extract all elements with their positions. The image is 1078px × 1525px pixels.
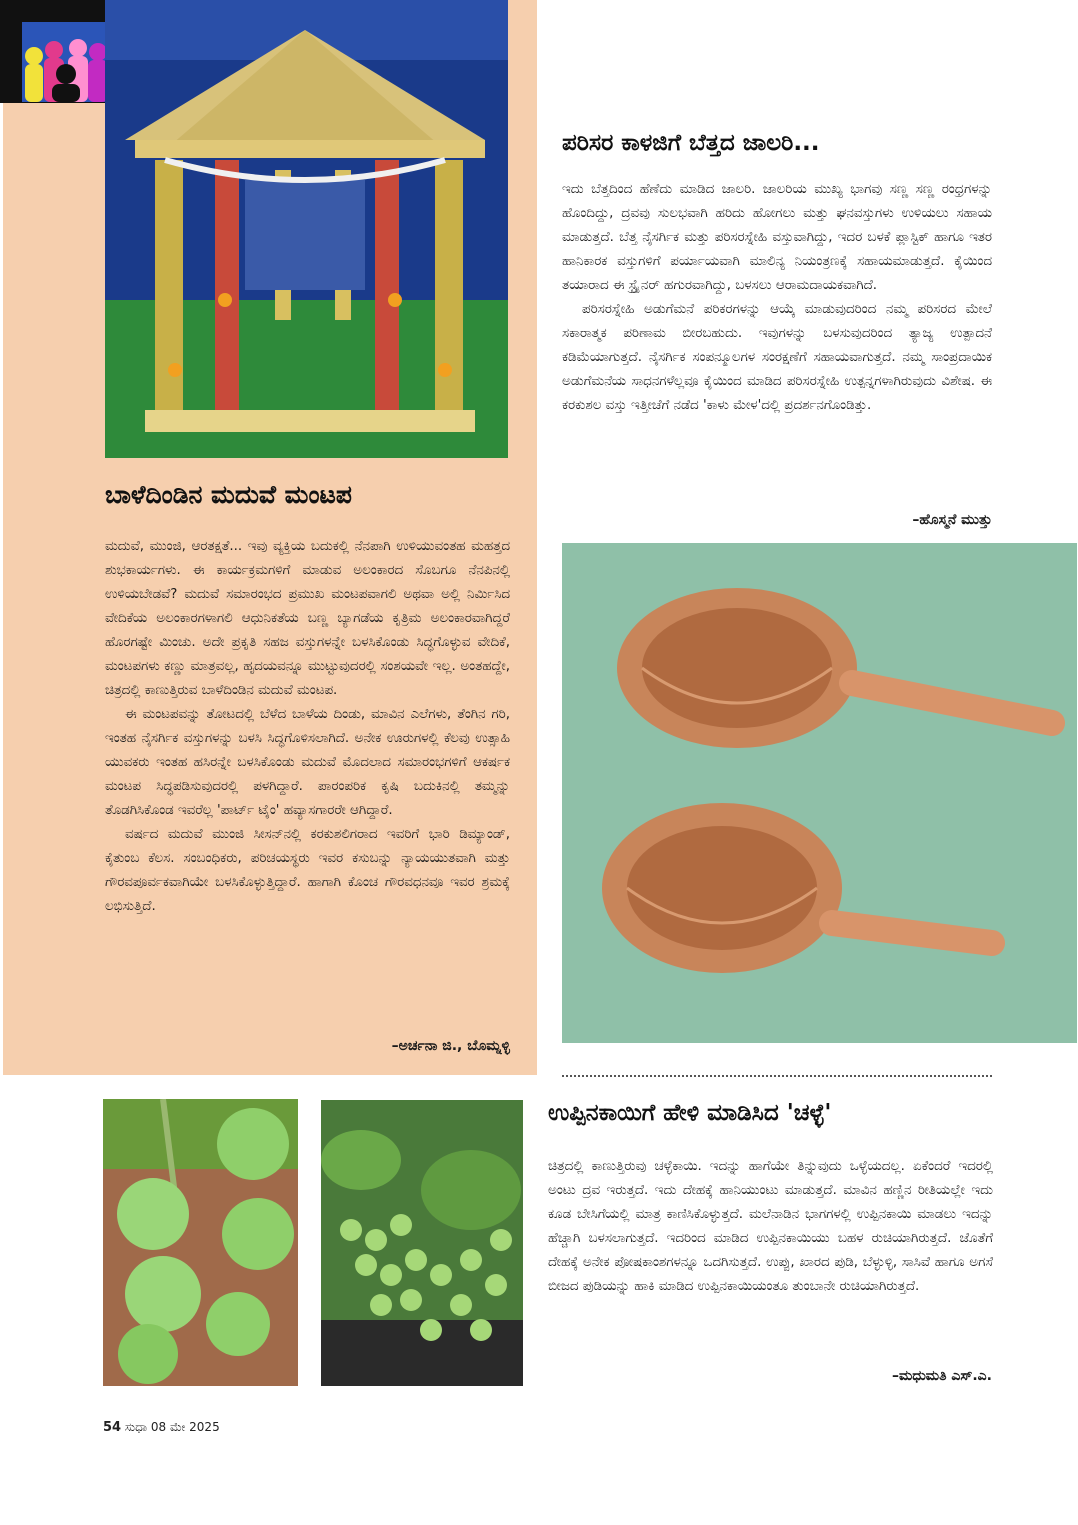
article-1-title: ಬಾಳೆದಿಂಡಿನ ಮದುವೆ ಮಂಟಪ bbox=[105, 480, 352, 509]
article-1-body bbox=[105, 535, 510, 919]
article-3-title: ಉಪ್ಪಿನಕಾಯಿಗೆ ಹೇಳಿ ಮಾಡಿಸಿದ 'ಚಳ್ಳೆ' bbox=[548, 1100, 832, 1126]
article-1-paragraph: ಈ ಮಂಟಪವನ್ನು ತೋಟದಲ್ಲಿ ಬೆಳೆದ ಬಾಳೆಯ ದಿಂಡು, ಮಾವಿನ ಎಲೆಗಳು, ತೆಂಗಿನ ಗರಿ, ಇಂತಹ ನೈಸರ್ಗಿಕ ವಸ್ತುಗಳನ್ನು ಬಳಸಿ ಸಿದ್ಧಗೊಳಿಸಲಾಗಿದೆ. ಅನೇಕ ಊರುಗಳಲ್ಲಿ ಕೆಲವು ಉತ್ಸಾಹಿ ಯುವಕರು ಇಂತಹ ಹಸಿರನ್ನೇ ಬಳಸಿಕೊಂಡು ಮದುವೆ ಮೊದಲಾದ ಸಮಾರಂಭಗಳಿಗೆ ಆಕರ್ಷಕ ಮಂಟಪ ಸಿದ್ಧಪಡಿಸುವುದರಲ್ಲಿ ಪಳಗಿದ್ದಾರೆ. ಪಾರಂಪರಿಕ ಕೃಷಿ ಬದುಕಿನಲ್ಲಿ ತಮ್ಮನ್ನು ತೊಡಗಿಸಿಕೊಂಡ ಇವರೆಲ್ಲ 'ಪಾರ್ಟ್ ಟೈಂ' ಹವ್ಯಾಸಗಾರರೇ ಆಗಿದ್ದಾರೆ. bbox=[105, 707, 510, 818]
article-3-byline: –ಮಧುಮತಿ ಎಸ್.ಎ. bbox=[891, 1368, 992, 1384]
article-3-body bbox=[548, 1155, 993, 1299]
article-1-paragraph: ವರ್ಷದ ಮದುವೆ ಮುಂಜಿ ಸೀಸನ್‌ನಲ್ಲಿ ಕರಕುಶಲಿಗರಾದ ಇವರಿಗೆ ಭಾರಿ ಡಿಮ್ಯಾಂಡ್, ಕೈತುಂಬ ಕೆಲಸ. ಸಂಬಂಧಿಕರು, ಪರಿಚಯಸ್ಥರು ಇವರ ಕಸುಬನ್ನು ನ್ಯಾಯಯುತವಾಗಿ ಮತ್ತು ಗೌರವಪೂರ್ವಕವಾಗಿಯೇ ಬಳಸಿಕೊಳ್ಳುತ್ತಿದ್ದಾರೆ. ಹಾಗಾಗಿ ಕೊಂಚ ಗೌರವಧನವೂ ಇವರ ಶ್ರಮಕ್ಕೆ ಲಭಿಸುತ್ತಿದೆ. bbox=[105, 827, 510, 914]
article-2-body bbox=[562, 178, 992, 418]
article-2-paragraph: ಪರಿಸರಸ್ನೇಹಿ ಅಡುಗೆಮನೆ ಪರಿಕರಗಳನ್ನು ಆಯ್ಕೆ ಮಾಡುವುದರಿಂದ ನಮ್ಮ ಪರಿಸರದ ಮೇಲೆ ಸಕಾರಾತ್ಮಕ ಪರಿಣಾಮ ಬೀರಬಹುದು. ಇವುಗಳನ್ನು ಬಳಸುವುದರಿಂದ ತ್ಯಾಜ್ಯ ಉತ್ಪಾದನೆ ಕಡಿಮೆಯಾಗುತ್ತದೆ. ನೈಸರ್ಗಿಕ ಸಂಪನ್ಮೂಲಗಳ ಸಂರಕ್ಷಣೆಗೆ ಸಹಾಯವಾಗುತ್ತದೆ. ನಮ್ಮ ಸಾಂಪ್ರದಾಯಿಕ ಅಡುಗೆಮನೆಯ ಸಾಧನಗಳೆಲ್ಲವೂ ಕೈಯಿಂದ ಮಾಡಿದ ಪರಿಸರಸ್ನೇಹಿ ಉತ್ಪನ್ನಗಳಾಗಿರುವುದು ವಿಶೇಷ. ಈ ಕರಕುಶಲ ವಸ್ತು ಇತ್ತೀಚೆಗೆ ನಡೆದ 'ಕಾಳು ಮೇಳ'ದಲ್ಲಿ ಪ್ರದರ್ಶನಗೊಂಡಿತ್ತು. bbox=[562, 302, 992, 413]
article-2-paragraph: ಇದು ಬೆತ್ತದಿಂದ ಹೆಣೆದು ಮಾಡಿದ ಜಾಲರಿ. ಜಾಲರಿಯ ಮುಖ್ಯ ಭಾಗವು ಸಣ್ಣ ಸಣ್ಣ ರಂಧ್ರಗಳನ್ನು ಹೊಂದಿದ್ದು, ದ್ರವವು ಸುಲಭವಾಗಿ ಹರಿದು ಹೋಗಲು ಮತ್ತು ಘನವಸ್ತುಗಳು ಉಳಿಯಲು ಸಹಾಯ ಮಾಡುತ್ತದೆ. ಬೆತ್ತ ನೈಸರ್ಗಿಕ ಮತ್ತು ಪರಿಸರಸ್ನೇಹಿ ವಸ್ತುವಾಗಿದ್ದು, ಇದರ ಬಳಕೆ ಪ್ಲಾಸ್ಟಿಕ್ ಹಾಗೂ ಇತರ ಹಾನಿಕಾರಕ ವಸ್ತುಗಳಿಗೆ ಪರ್ಯಾಯವಾಗಿ ಮಾಲಿನ್ಯ ನಿಯಂತ್ರಣಕ್ಕೆ ಸಹಾಯಮಾಡುತ್ತದೆ. ಕೈಯಿಂದ ತಯಾರಾದ ಈ ಸ್ಟ್ರೈನರ್ ಹಗುರವಾಗಿದ್ದು, ಬಳಸಲು ಆರಾಮದಾಯಕವಾಗಿದೆ. bbox=[562, 182, 992, 293]
fruit-photo-right bbox=[321, 1100, 523, 1386]
article-1-byline: –ಅರ್ಚನಾ ಜಿ., ಬೊಮ್ನಳ್ಳಿ bbox=[391, 1038, 510, 1054]
section-logo-art bbox=[22, 22, 110, 102]
page-number: 54 bbox=[103, 1420, 122, 1435]
mantapa-photo bbox=[105, 0, 508, 458]
strainer-photo bbox=[562, 543, 1077, 1043]
article-3-paragraph: ಚಿತ್ರದಲ್ಲಿ ಕಾಣುತ್ತಿರುವು ಚಳ್ಳೆಕಾಯಿ. ಇದನ್ನು ಹಾಗೆಯೇ ತಿನ್ನುವುದು ಒಳ್ಳೆಯದಲ್ಲ. ಏಕೆಂದರೆ ಇದರಲ್ಲಿ ಅಂಟು ದ್ರವ ಇರುತ್ತದೆ. ಇದು ದೇಹಕ್ಕೆ ಹಾನಿಯುಂಟು ಮಾಡುತ್ತದೆ. ಮಾವಿನ ಹಣ್ಣಿನ ರೀತಿಯಲ್ಲೇ ಇದು ಕೂಡ ಬೇಸಿಗೆಯಲ್ಲಿ ಮಾತ್ರ ಕಾಣಿಸಿಕೊಳ್ಳುತ್ತದೆ. ಮಲೆನಾಡಿನ ಭಾಗಗಳಲ್ಲಿ ಉಪ್ಪಿನಕಾಯಿ ಮಾಡಲು ಇದನ್ನು ಹೆಚ್ಚಾಗಿ ಬಳಸಲಾಗುತ್ತದೆ. ಇದರಿಂದ ಮಾಡಿದ ಉಪ್ಪಿನಕಾಯಿಯು ಬಹಳ ರುಚಿಯಾಗಿರುತ್ತದೆ. ಜೊತೆಗೆ ದೇಹಕ್ಕೆ ಅನೇಕ ಪೋಷಕಾಂಶಗಳನ್ನೂ ಒದಗಿಸುತ್ತದೆ. ಉಪ್ಪು, ಖಾರದ ಪುಡಿ, ಬೆಳ್ಳುಳ್ಳಿ, ಸಾಸಿವೆ ಹಾಗೂ ಅಗಸೆ ಬೀಜದ ಪುಡಿಯನ್ನು ಹಾಕಿ ಮಾಡಿದ ಉಪ್ಪಿನಕಾಯಿಯಂತೂ ತುಂಬಾನೇ ರುಚಿಯಾಗಿರುತ್ತದೆ. bbox=[548, 1159, 993, 1294]
article-1-paragraph: ಮದುವೆ, ಮುಂಜಿ, ಆರತಕ್ಷತೆ... ಇವು ವ್ಯಕ್ತಿಯ ಬದುಕಲ್ಲಿ ನೆನಪಾಗಿ ಉಳಿಯುವಂತಹ ಮಹತ್ತದ ಶುಭಕಾರ್ಯಗಳು. ಈ ಕಾರ್ಯಕ್ರಮಗಳಿಗೆ ಮಾಡುವ ಅಲಂಕಾರದ ಸೊಬಗೂ ನೆನಪಿನಲ್ಲಿ ಉಳಿಯಬೇಡವೆ? ಮದುವೆ ಸಮಾರಂಭದ ಪ್ರಮುಖ ಮಂಟಪವಾಗಲಿ ಅಥವಾ ಅಲ್ಲಿ ನಿರ್ಮಿಸಿದ ವೇದಿಕೆಯ ಅಲಂಕಾರಗಳಾಗಲಿ ಆಧುನಿಕತೆಯ ಬಣ್ಣ ಬ್ಯಾಗಡೆಯ ಕೃತ್ರಿಮ ಅಲಂಕಾರವಾಗಿದ್ದರೆ ಹೊರಗಷ್ಟೇ ಮಿಂಚು. ಅದೇ ಪ್ರಕೃತಿ ಸಹಜ ವಸ್ತುಗಳನ್ನೇ ಬಳಸಿಕೊಂಡು ಸಿದ್ಧಗೊಳ್ಳುವ ವೇದಿಕೆ, ಮಂಟಪಗಳು ಕಣ್ಣು ಮಾತ್ರವಲ್ಲ, ಹೃದಯವನ್ನೂ ಮುಟ್ಟುವುದರಲ್ಲಿ ಸಂಶಯವೇ ಇಲ್ಲ. ಅಂತಹದ್ದೇ, ಚಿತ್ರದಲ್ಲಿ ಕಾಣುತ್ತಿರುವ ಬಾಳೆದಿಂಡಿನ ಮದುವೆ ಮಂಟಪ. bbox=[105, 539, 510, 698]
article-2-title: ಪರಿಸರ ಕಾಳಜಿಗೆ ಬೆತ್ತದ ಜಾಲರಿ... bbox=[562, 130, 820, 156]
page-footer bbox=[103, 1420, 220, 1435]
section-divider bbox=[562, 1075, 992, 1077]
article-2-byline: –ಹೊಸ್ಮನೆ ಮುತ್ತು bbox=[912, 512, 992, 528]
publication-info: ಸುಧಾ 08 ಮೇ 2025 bbox=[124, 1420, 220, 1434]
fruit-photo-left bbox=[103, 1099, 298, 1386]
